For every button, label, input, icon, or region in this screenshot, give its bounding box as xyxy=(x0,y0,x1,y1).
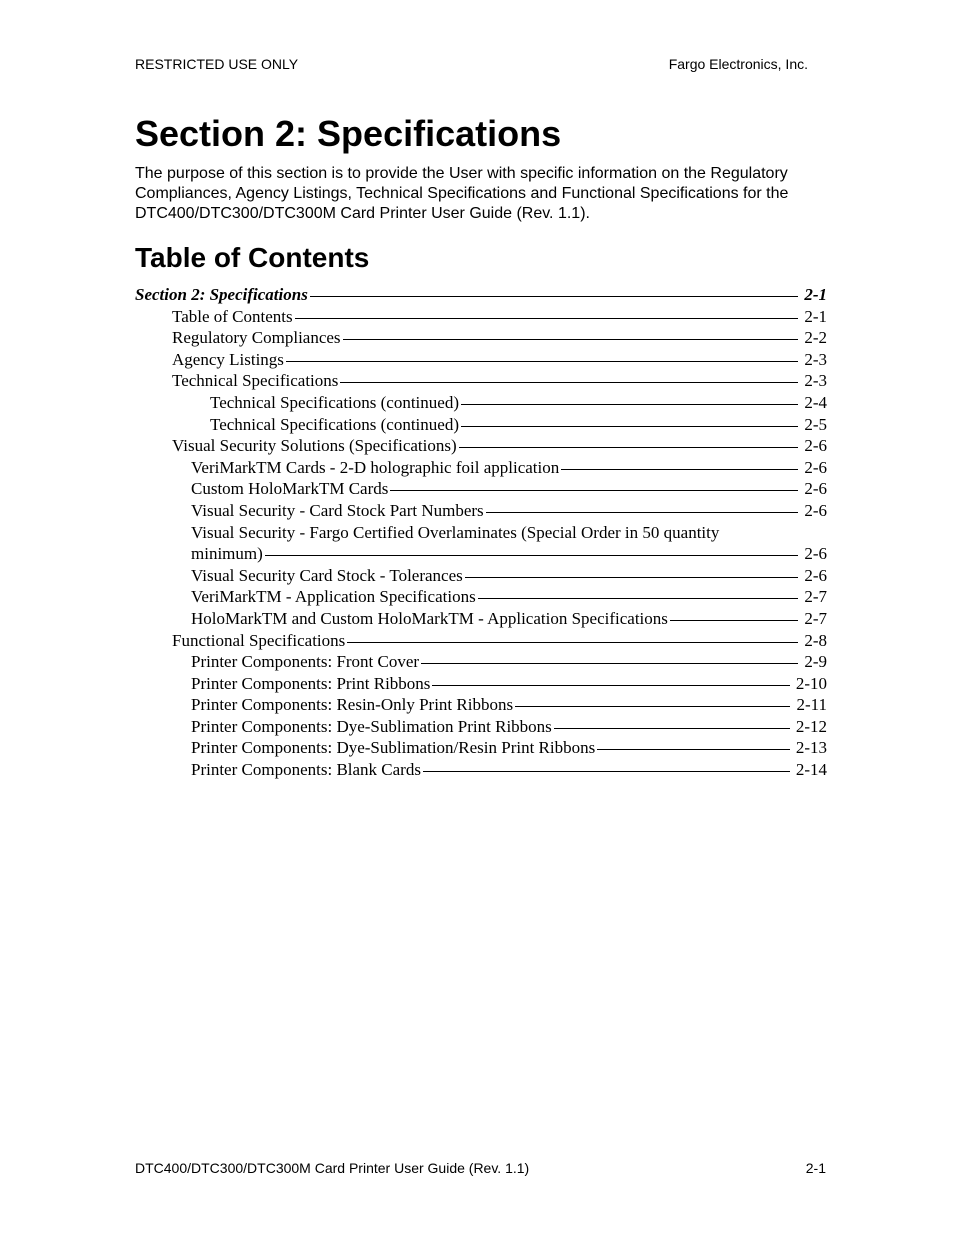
toc-leader-line xyxy=(390,490,798,491)
toc-entry-functional-specifications[interactable] xyxy=(135,630,827,652)
toc-entry-label: Functional Specifications xyxy=(172,630,346,650)
toc-entry-dye-sublimation-resin-ribbons[interactable] xyxy=(135,737,827,759)
running-header-right: Fargo Electronics, Inc. xyxy=(668,56,808,72)
toc-leader-line xyxy=(554,728,790,729)
toc-entry-page: 2-6 xyxy=(804,544,827,564)
toc-entry-label: Printer Components: Blank Cards xyxy=(191,760,421,780)
toc-entry-page: 2-1 xyxy=(804,306,827,326)
toc-leader-line xyxy=(597,749,790,750)
toc-entry-page: 2-9 xyxy=(804,652,827,672)
toc-leader-line xyxy=(670,620,798,621)
toc-leader-line xyxy=(561,469,798,470)
page-number: 2-1 xyxy=(805,1160,826,1176)
toc-entry-label: minimum) xyxy=(191,544,263,564)
toc-entry-page: 2-6 xyxy=(804,479,827,499)
toc-entry-page: 2-6 xyxy=(804,457,827,477)
toc-leader-line xyxy=(421,663,798,664)
running-header-left: RESTRICTED USE ONLY xyxy=(135,56,299,72)
toc-entry-label: Printer Components: Print Ribbons xyxy=(191,673,431,693)
toc-leader-line xyxy=(423,771,790,772)
toc-entry-verimark-application[interactable] xyxy=(135,586,827,608)
toc-entry-page: 2-2 xyxy=(804,328,827,348)
toc-entry-label: VeriMarkTM Cards - 2-D holographic foil application xyxy=(191,457,560,477)
table-of-contents xyxy=(135,284,827,781)
toc-entry-page: 2-3 xyxy=(804,349,827,369)
toc-entry-verimark-cards[interactable] xyxy=(135,457,827,479)
toc-entry-page: 2-12 xyxy=(795,716,827,736)
toc-leader-line xyxy=(310,296,799,297)
intro-paragraph: The purpose of this section is to provide the User with specific information on the Regulatory Compliances, Agency Listings, Technical Specifications and Functional Specifications for the DTC400/DTC300/DTC300M Card Printer User Guide (Rev. 1.1). xyxy=(135,165,789,222)
toc-leader-line xyxy=(347,642,798,643)
toc-entry-front-cover[interactable] xyxy=(135,651,827,673)
toc-entry-technical-specifications-continued-2[interactable] xyxy=(135,414,827,436)
toc-leader-line xyxy=(286,361,798,362)
toc-entry-label: Section 2: Specifications xyxy=(135,285,308,304)
toc-leader-line xyxy=(295,318,799,319)
toc-entry-label: Visual Security Solutions (Specifications) xyxy=(172,436,457,456)
toc-entry-label: Custom HoloMarkTM Cards xyxy=(191,479,389,499)
toc-entry-page: 2-6 xyxy=(804,436,827,456)
toc-entry-dye-sublimation-ribbons[interactable] xyxy=(135,716,827,738)
toc-entry-page: 2-3 xyxy=(804,371,827,391)
toc-leader-line xyxy=(486,512,799,513)
toc-entry-page: 2-11 xyxy=(796,695,827,715)
toc-entry-certified-overlaminates-line-1[interactable]: Visual Security - Fargo Certified Overlaminates (Special Order in 50 quantity xyxy=(191,522,720,542)
toc-leader-line xyxy=(461,404,798,405)
toc-entry-page: 2-7 xyxy=(804,608,827,628)
toc-entry-visual-security-solutions[interactable] xyxy=(135,435,827,457)
toc-entry-page: 2-7 xyxy=(804,587,827,607)
toc-entry-custom-holomark-cards[interactable] xyxy=(135,478,827,500)
toc-entry-label: Printer Components: Dye-Sublimation Print Ribbons xyxy=(191,716,552,736)
toc-entry-technical-specifications-continued-1[interactable] xyxy=(135,392,827,414)
toc-leader-line xyxy=(343,339,799,340)
toc-entry-page: 2-13 xyxy=(795,738,827,758)
toc-entry-label: Visual Security Card Stock - Tolerances xyxy=(191,565,463,585)
toc-entry-blank-cards[interactable] xyxy=(135,759,827,781)
toc-entry-label: Technical Specifications (continued) xyxy=(210,392,459,412)
toc-entry-card-stock-tolerances[interactable] xyxy=(135,565,827,587)
toc-entry-card-stock-part-numbers[interactable] xyxy=(135,500,827,522)
toc-entry-page: 2-4 xyxy=(804,392,827,412)
toc-entry-label: Technical Specifications xyxy=(172,371,339,391)
toc-entry-page: 2-6 xyxy=(804,500,827,520)
toc-heading: Table of Contents xyxy=(135,242,370,273)
toc-entry-label: Visual Security - Card Stock Part Numbers xyxy=(191,500,484,520)
toc-entry-label: Printer Components: Front Cover xyxy=(191,652,420,672)
toc-entry-page: 2-6 xyxy=(804,565,827,585)
toc-entry-holomark-application[interactable] xyxy=(135,608,827,630)
toc-entry-label: Printer Components: Dye-Sublimation/Resin Print Ribbons xyxy=(191,738,596,758)
toc-entry-label: Agency Listings xyxy=(172,349,284,369)
toc-leader-line xyxy=(265,555,799,556)
toc-entry-agency-listings[interactable] xyxy=(135,349,827,371)
running-footer-left: DTC400/DTC300/DTC300M Card Printer User Guide (Rev. 1.1) xyxy=(135,1160,530,1176)
toc-entry-label: Regulatory Compliances xyxy=(172,328,341,348)
toc-entry-section-2[interactable] xyxy=(135,284,827,306)
toc-entry-label: Technical Specifications (continued) xyxy=(210,414,459,434)
toc-entry-table-of-contents[interactable] xyxy=(135,306,827,328)
toc-leader-line xyxy=(461,426,798,427)
toc-entry-certified-overlaminates[interactable] xyxy=(135,543,827,565)
toc-entry-label: Table of Contents xyxy=(172,306,293,326)
toc-leader-line xyxy=(515,706,790,707)
toc-entry-label: Printer Components: Resin-Only Print Ribbons xyxy=(191,695,514,715)
toc-entry-page: 2-5 xyxy=(804,414,827,434)
toc-leader-line xyxy=(340,382,798,383)
toc-entry-label: HoloMarkTM and Custom HoloMarkTM - Application Specifications xyxy=(191,608,668,628)
toc-leader-line xyxy=(459,447,799,448)
toc-leader-line xyxy=(432,685,789,686)
toc-entry-regulatory-compliances[interactable] xyxy=(135,327,827,349)
toc-entry-page: 2-1 xyxy=(804,285,827,304)
toc-entry-label: VeriMarkTM - Application Specifications xyxy=(191,587,476,607)
toc-leader-line xyxy=(465,577,799,578)
toc-entry-page: 2-14 xyxy=(795,760,827,780)
toc-entry-resin-only-ribbons[interactable] xyxy=(135,694,827,716)
toc-entry-page: 2-8 xyxy=(804,630,827,650)
toc-leader-line xyxy=(478,598,799,599)
toc-entry-print-ribbons[interactable] xyxy=(135,673,827,695)
page-title: Section 2: Specifications xyxy=(135,113,562,154)
toc-entry-page: 2-10 xyxy=(795,673,827,693)
toc-entry-technical-specifications[interactable] xyxy=(135,370,827,392)
